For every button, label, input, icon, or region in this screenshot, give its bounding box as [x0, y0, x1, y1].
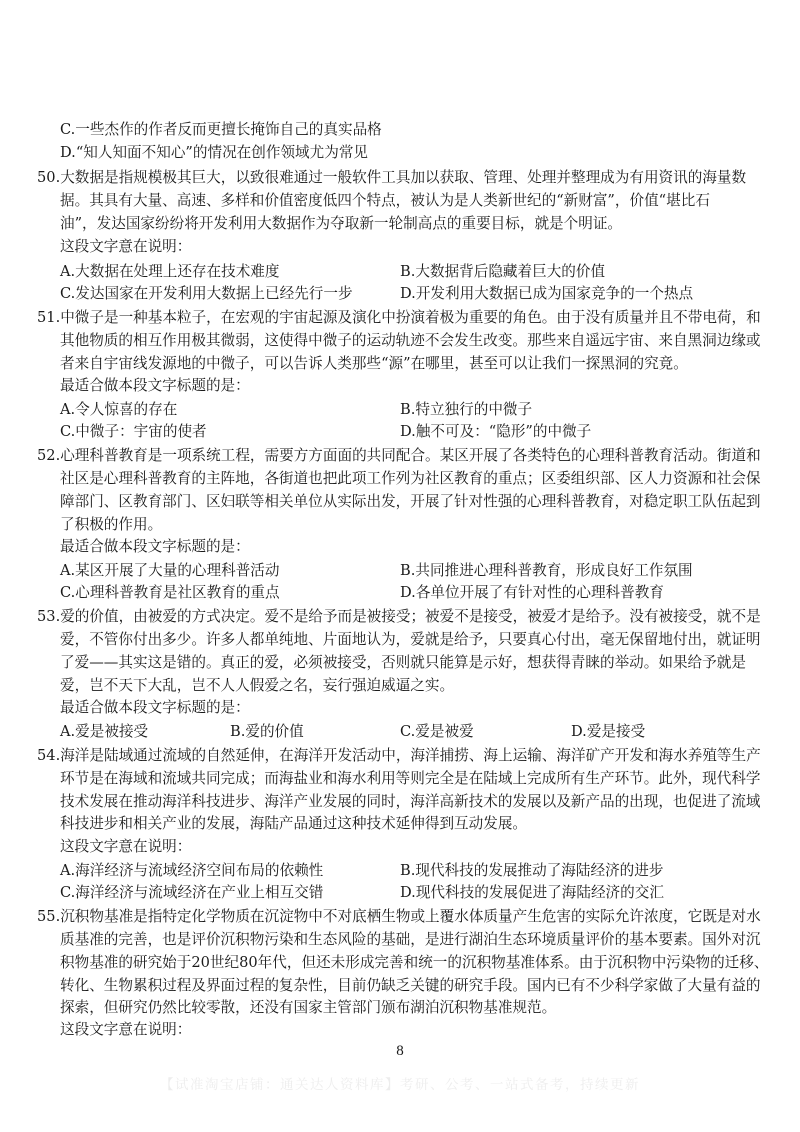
option-d: D.“知人知面不知心”的情况在创作领域尤为常见 — [60, 144, 369, 161]
option-b: B.大数据背后隐藏着巨大的价值 — [400, 263, 606, 280]
option-c: C.发达国家在开发利用大数据上已经先行一步 — [60, 285, 353, 302]
question-stem-line: 环节是在海域和流域共同完成；而海盐业和海水利用等则完全是在陆域上完成所有生产环节。此外，现代科学 — [60, 770, 761, 787]
option-a: A.某区开展了大量的心理科普活动 — [60, 562, 280, 579]
option-c: C.海洋经济与流域经济在产业上相互交错 — [60, 884, 324, 901]
question-prompt: 最适合做本段文字标题的是： — [60, 699, 250, 716]
question-prompt: 最适合做本段文字标题的是： — [60, 538, 250, 555]
option-c: C.中微子：宇宙的使者 — [60, 423, 207, 440]
option-b: B.共同推进心理科普教育，形成良好工作氛围 — [400, 562, 693, 579]
question-stem-line: 54.海洋是陆域通过流域的自然延伸，在海洋开发活动中，海洋捕捞、海上运输、海洋矿产开发和海水养殖等生产 — [37, 747, 761, 764]
option-c: C.心理科普教育是社区教育的重点 — [60, 584, 280, 601]
question-stem-line: 科技进步和相关产业的发展，海陆产品通过这种技术延伸得到互动发展。 — [60, 815, 528, 832]
question-stem-line: 积物基准的研究始于20世纪80年代，但还未形成完善和统一的沉积物基准体系。由于沉积物中污染物的迁移、 — [60, 954, 769, 971]
watermark: 【试准淘宝店铺：通关达人资料库】考研、公考、一站式备考，持续更新 — [160, 1077, 640, 1093]
option-d: D.现代科技的发展促进了海陆经济的交汇 — [400, 884, 664, 901]
option-a: A.海洋经济与流域经济空间布局的依赖性 — [60, 862, 324, 879]
question-stem-line: 52.心理科普教育是一项系统工程，需要方方面面的共同配合。某区开展了各类特色的心理科普教育活动。街道和 — [37, 447, 761, 464]
question-stem-line: 者来自宇宙线发源地的中微子，可以告诉人类那些“源”在哪里，甚至可以让我们一探黑洞的究竟。 — [60, 355, 688, 372]
question-stem-line: 53.爱的价值，由被爱的方式决定。爱不是给予而是被接受；被爱不是接受，被爱才是给予。没有被接受，就不是 — [37, 608, 761, 625]
question-prompt: 这段文字意在说明： — [60, 238, 192, 255]
question-stem-line: 障部门、区教育部门、区妇联等相关单位从实际出发，开展了针对性强的心理科普教育，对稳定职工队伍起到 — [60, 493, 761, 510]
option-d: D.开发利用大数据已成为国家竞争的一个热点 — [400, 285, 694, 302]
question-stem-line: 了爱——其实这是错的。真正的爱，必须被接受，否则就只能算是示好，想获得青睐的举动。如果给予就是 — [60, 654, 746, 671]
question-stem-line: 据。其具有大量、高速、多样和价值密度低四个特点，被认为是人类新世纪的“新财富”，价值“堪比石 — [60, 192, 710, 209]
question-stem-line: 油”，发达国家纷纷将开发利用大数据作为夺取新一轮制高点的重要目标，就是个明证。 — [60, 215, 623, 232]
question-stem-line: 51.中微子是一种基本粒子，在宏观的宇宙起源及演化中扮演着极为重要的角色。由于没有质量并且不带电荷，和 — [37, 309, 761, 326]
question-stem-line: 探索，但研究仍然比较零散，还没有国家主管部门颁布湖泊沉积物基准规范。 — [60, 999, 557, 1016]
question-stem-line: 质基准的完善，也是评价沉积物污染和生态风险的基础，是进行湖泊生态环境质量评价的基本要素。国外对沉 — [60, 931, 761, 948]
question-stem-line: 爱，岂不天下大乱，岂不人人假爱之名，妄行强迫威逼之实。 — [60, 677, 455, 694]
option-c: C.爱是被爱 — [400, 723, 474, 740]
question-stem-line: 50.大数据是指规模极其巨大，以致很难通过一般软件工具加以获取、管理、处理并整理成为有用资讯的海量数 — [37, 169, 747, 186]
question-prompt: 最适合做本段文字标题的是： — [60, 377, 250, 394]
option-d: D.触不可及：“隐形”的中微子 — [400, 423, 592, 440]
question-stem-line: 爱，不管你付出多少。许多人都单纯地、片面地认为，爱就是给予，只要真心付出，毫无保留地付出，就证明 — [60, 631, 761, 648]
option-b: B.爱的价值 — [230, 723, 304, 740]
question-stem-line: 了积极的作用。 — [60, 516, 163, 533]
question-prompt: 这段文字意在说明： — [60, 1021, 192, 1038]
option-c: C.一些杰作的作者反而更擅长掩饰自己的真实品格 — [60, 121, 382, 138]
option-d: D.爱是接受 — [571, 723, 646, 740]
question-stem-line: 技术发展在推动海洋科技进步、海洋产业发展的同时，海洋高新技术的发展以及新产品的出现，也促进了流域 — [60, 793, 761, 810]
option-b: B.特立独行的中微子 — [400, 401, 533, 418]
option-d: D.各单位开展了有针对性的心理科普教育 — [400, 584, 664, 601]
option-a: A.大数据在处理上还存在技术难度 — [60, 263, 280, 280]
option-a: A.令人惊喜的存在 — [60, 401, 178, 418]
option-b: B.现代科技的发展推动了海陆经济的进步 — [400, 862, 664, 879]
question-stem-line: 转化、生物累积过程及界面过程的复杂性，目前仍缺乏关键的研究手段。国内已有不少科学家做了大量有益的 — [60, 977, 761, 994]
option-a: A.爱是被接受 — [60, 723, 149, 740]
page-number: 8 — [396, 1043, 404, 1059]
question-stem-line: 55.沉积物基准是指特定化学物质在沉淀物中不对底栖生物或上覆水体质量产生危害的实际允许浓度，它既是对水 — [37, 908, 761, 925]
question-stem-line: 社区是心理科普教育的主阵地，各街道也把此项工作列为社区教育的重点；区委组织部、区人力资源和社会保 — [60, 470, 761, 487]
question-stem-line: 其他物质的相互作用极其微弱，这使得中微子的运动轨迹不会发生改变。那些来自遥远宇宙、来自黑洞边缘或 — [60, 332, 761, 349]
question-prompt: 这段文字意在说明： — [60, 838, 192, 855]
